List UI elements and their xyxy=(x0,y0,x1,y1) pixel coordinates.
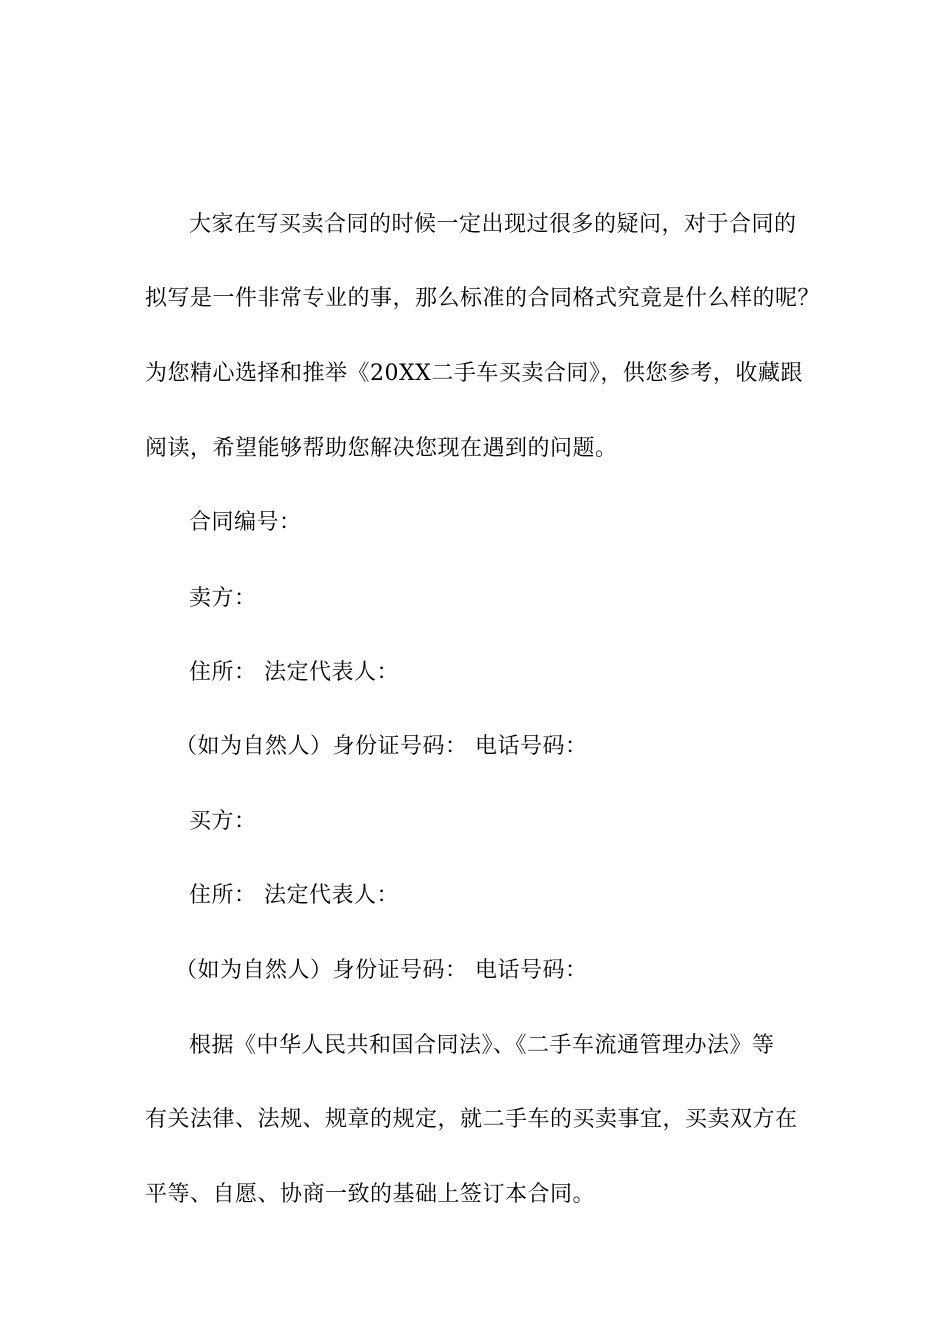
intro-line-1: 大家在写买卖合同的时候一定出现过很多的疑问，对于合同的 xyxy=(189,212,797,237)
basis-line-2: 有关法律、法规、规章的规定，就二手车的买卖事宜，买卖双方在 xyxy=(145,1107,798,1132)
buyer-label: 买方： xyxy=(189,809,257,834)
seller-address-line: 住所： 法定代表人： xyxy=(189,660,399,685)
seller-id-line: （如为自然人）身份证号码： 电话号码： xyxy=(175,734,588,759)
basis-line-1: 根据《中华人民共和国合同法》、《二手车流通管理办法》等 xyxy=(189,1033,775,1058)
basis-line-3: 平等、自愿、协商一致的基础上签订本合同。 xyxy=(145,1182,596,1207)
seller-label: 卖方： xyxy=(189,586,257,611)
buyer-id-line: （如为自然人）身份证号码： 电话号码： xyxy=(175,958,588,983)
intro-line-2: 拟写是一件非常专业的事，那么标准的合同格式究竟是什么样的呢？ xyxy=(145,286,821,311)
buyer-address-line: 住所： 法定代表人： xyxy=(189,883,399,908)
intro-line-3: 为您精心选择和推举《20XX二手车买卖合同》，供您参考，收藏跟 xyxy=(145,361,803,386)
contract-number-label: 合同编号： xyxy=(189,510,302,535)
intro-line-4: 阅读，希望能够帮助您解决您现在遇到的问题。 xyxy=(145,436,618,461)
